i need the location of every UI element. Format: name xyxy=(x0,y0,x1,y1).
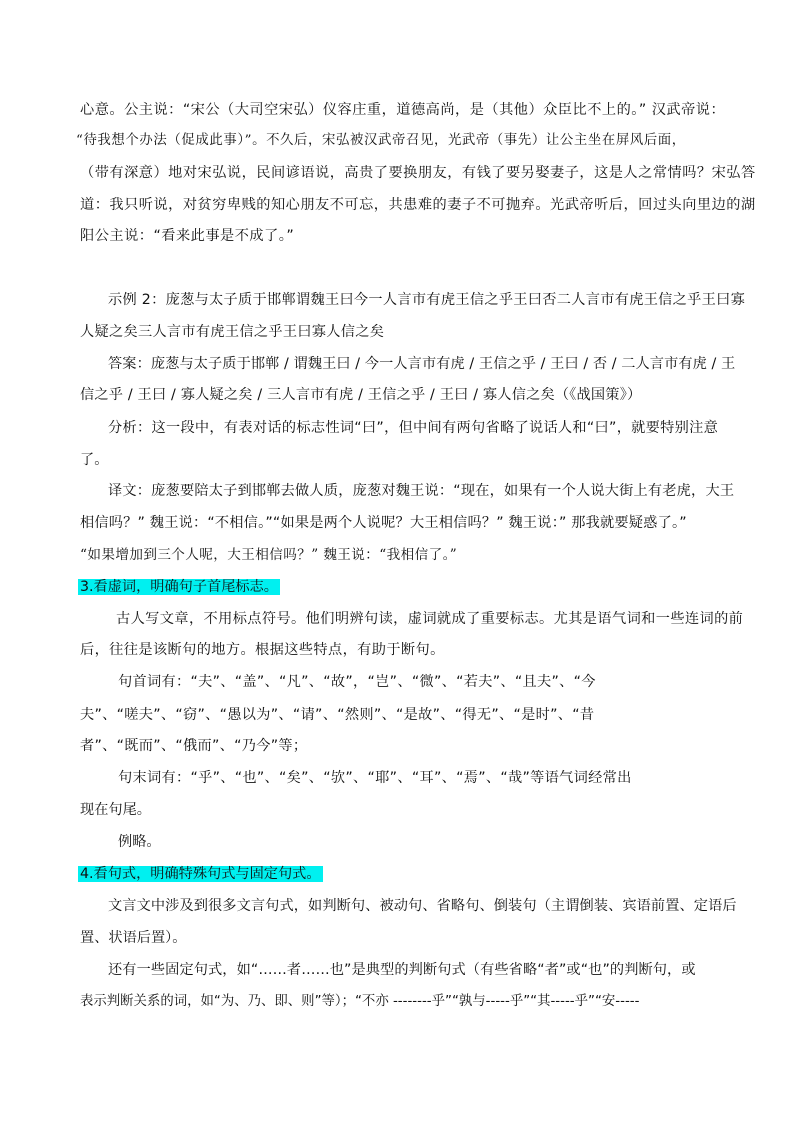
section-heading-text: 4.看句式，明确特殊句式与固定句式。 xyxy=(80,866,321,882)
text-line: 古人写文章，不用标点符号。他们明辨句读，虚词就成了重要标志。尤其是语气词和一些连词的前 xyxy=(116,611,744,627)
text-line: 道：我只听说，对贫穷卑贱的知心朋友不可忘，共患难的妻子不可抛弃。光武帝听后，回过头向里边的湖 xyxy=(80,197,756,213)
text-line: 者”、“既而”、“俄而”、“乃今”等； xyxy=(80,738,308,754)
text-line: 句末词有：“乎”、“也”、“矣”、“欤”、“耶”、“耳”、“焉”、“哉”等语气词经常出 xyxy=(118,770,632,786)
section-heading-text: 3.看虚词，明确句子首尾标志。 xyxy=(80,579,278,595)
text-line: 例略。 xyxy=(118,834,161,850)
section-heading xyxy=(78,864,323,884)
text-line: 表示判断关系的词，如“为、乃、即、则”等）；“不亦 --------乎”“孰与-----乎”“其-----乎”“安----- xyxy=(80,994,640,1009)
text-line: 答案：庞葱与太子质于邯郸 / 谓魏王曰 / 今一人言市有虎 / 王信之乎 / 王曰 / 否 / 二人言市有虎 / 王 xyxy=(108,356,736,372)
text-line: 置、状语后置）。 xyxy=(80,930,187,946)
text-line: （带有深意）地对宋弘说，民间谚语说，高贵了要换朋友，有钱了要另娶妻子，这是人之常情吗？宋弘答 xyxy=(80,165,756,181)
text-line: 了。 xyxy=(80,452,109,468)
text-line: 译文：庞葱要陪太子到邯郸去做人质，庞葱对魏王说：“现在，如果有一个人说大街上有老虎，大王 xyxy=(108,483,735,499)
text-line: “如果增加到三个人呢，大王相信吗？” 魏王说：“我相信了。” xyxy=(80,547,458,563)
text-line: 现在句尾。 xyxy=(80,802,151,818)
text-line: 分析：这一段中，有表对话的标志性词“曰”，但中间有两句省略了说话人和“曰”，就要特别注意 xyxy=(108,420,719,436)
text-line: 人疑之矣三人言市有虎王信之乎王曰寡人信之矣 xyxy=(80,324,385,340)
text-line: 文言文中涉及到很多文言句式，如判断句、被动句、省略句、倒装句（主谓倒装、宾语前置、定语后 xyxy=(108,898,737,914)
text-line: 心意。公主说：“宋公（大司空宋弘）仪容庄重，道德高尚，是（其他）众臣比不上的。” 汉武帝说： xyxy=(80,102,726,118)
text-line: 示例 2：庞葱与太子质于邯郸谓魏王曰今一人言市有虎王信之乎王曰否二人言市有虎王信之乎王曰寡 xyxy=(108,292,746,308)
section-heading xyxy=(78,577,280,597)
text-line: 信之乎 / 王曰 / 寡人疑之矣 / 三人言市有虎 / 王信之乎 / 王曰 / 寡人信之矣（《战国策》） xyxy=(80,387,642,403)
text-line: 阳公主说：“看来此事是不成了。” xyxy=(80,228,295,244)
text-line: 相信吗？” 魏王说：“不相信。”“如果是两个人说呢？大王相信吗？” 魏王说：” 那我就要疑惑了。” xyxy=(80,515,687,531)
text-line: 句首词有：“夫”、“盖”、“凡”、“故”，“岂”、“微”、“若夫”、“且夫”、“今 xyxy=(118,674,596,690)
text-line: “待我想个办法（促成此事）”。不久后，宋弘被汉武帝召见，光武帝（事先）让公主坐在屏风后面， xyxy=(76,133,686,148)
text-line: 还有一些固定句式，如“……者……也”是典型的判断句式（有些省略“者”或“也”的判断句，或 xyxy=(108,962,696,978)
text-line: 后，往往是该断句的地方。根据这些特点，有助于断句。 xyxy=(80,642,445,658)
text-line: 夫”、“嗟夫”、“窃”、“愚以为”、“请”、“然则”、“是故”、“得无”、“是时”、“昔 xyxy=(80,707,595,723)
